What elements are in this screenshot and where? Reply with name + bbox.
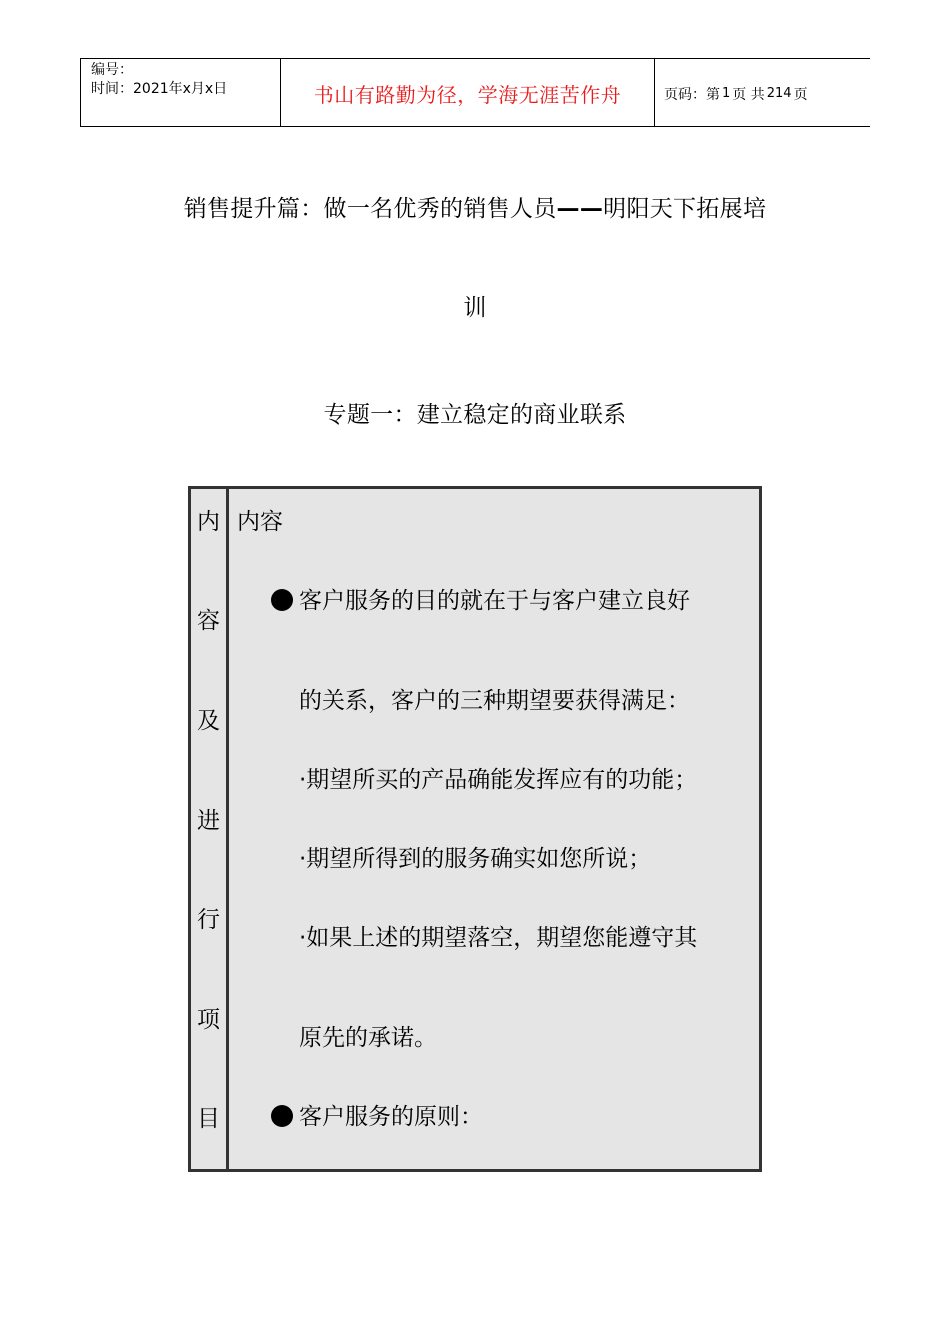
page-title xyxy=(0,190,950,223)
side-label-char: 行 xyxy=(197,907,220,933)
content-line xyxy=(271,582,690,615)
content-line xyxy=(271,1098,483,1131)
content-column xyxy=(229,489,759,1169)
content-heading: 内容 xyxy=(237,509,283,535)
content-line: 的关系，客户的三种期望要获得满足： xyxy=(299,688,690,714)
content-line-text: 客户服务的原则： xyxy=(299,1104,483,1130)
title-part1: 销售提升篇：做一名优秀的销售人员 xyxy=(183,196,557,222)
title-part2: 明阳天下拓展培 xyxy=(603,196,767,222)
content-line: ·如果上述的期望落空，期望您能遵守其 xyxy=(299,925,698,951)
side-label-char: 及 xyxy=(197,708,220,734)
bullet-icon xyxy=(271,1105,293,1127)
side-label-char: 进 xyxy=(197,808,220,834)
side-label-column xyxy=(191,489,229,1169)
number-label: 编号： xyxy=(91,62,133,78)
header-meta-cell xyxy=(80,59,281,126)
page-suffix: 页 xyxy=(793,86,808,103)
side-label-char: 项 xyxy=(197,1007,220,1033)
page-prefix: 页码：第 xyxy=(664,86,720,103)
document-header xyxy=(80,58,870,127)
title-dash: —— xyxy=(556,196,604,222)
content-line: 原先的承诺。 xyxy=(299,1025,437,1051)
content-table xyxy=(188,486,762,1172)
content-line: ·期望所买的产品确能发挥应有的功能； xyxy=(299,767,698,793)
content-line: ·期望所得到的服务确实如您所说； xyxy=(299,846,652,872)
content-line-text: 客户服务的目的就在于与客户建立良好 xyxy=(299,588,690,614)
header-page-cell xyxy=(655,59,870,126)
page-current: 1 xyxy=(722,86,731,101)
side-label-char: 容 xyxy=(197,608,220,634)
page-total: 214 xyxy=(766,86,792,101)
date-label: 时间：2021年x月x日 xyxy=(91,81,228,97)
header-motto-cell xyxy=(281,59,655,126)
page-middle: 页 共 xyxy=(732,86,765,103)
page-title-continued: 训 xyxy=(463,295,487,321)
bullet-icon xyxy=(271,589,293,611)
motto-text: 书山有路勤为径，学海无涯苦作舟 xyxy=(313,83,622,107)
section-subtitle: 专题一：建立稳定的商业联系 xyxy=(323,402,627,428)
side-label-char: 目 xyxy=(197,1106,220,1132)
side-label-char: 内 xyxy=(197,509,220,535)
